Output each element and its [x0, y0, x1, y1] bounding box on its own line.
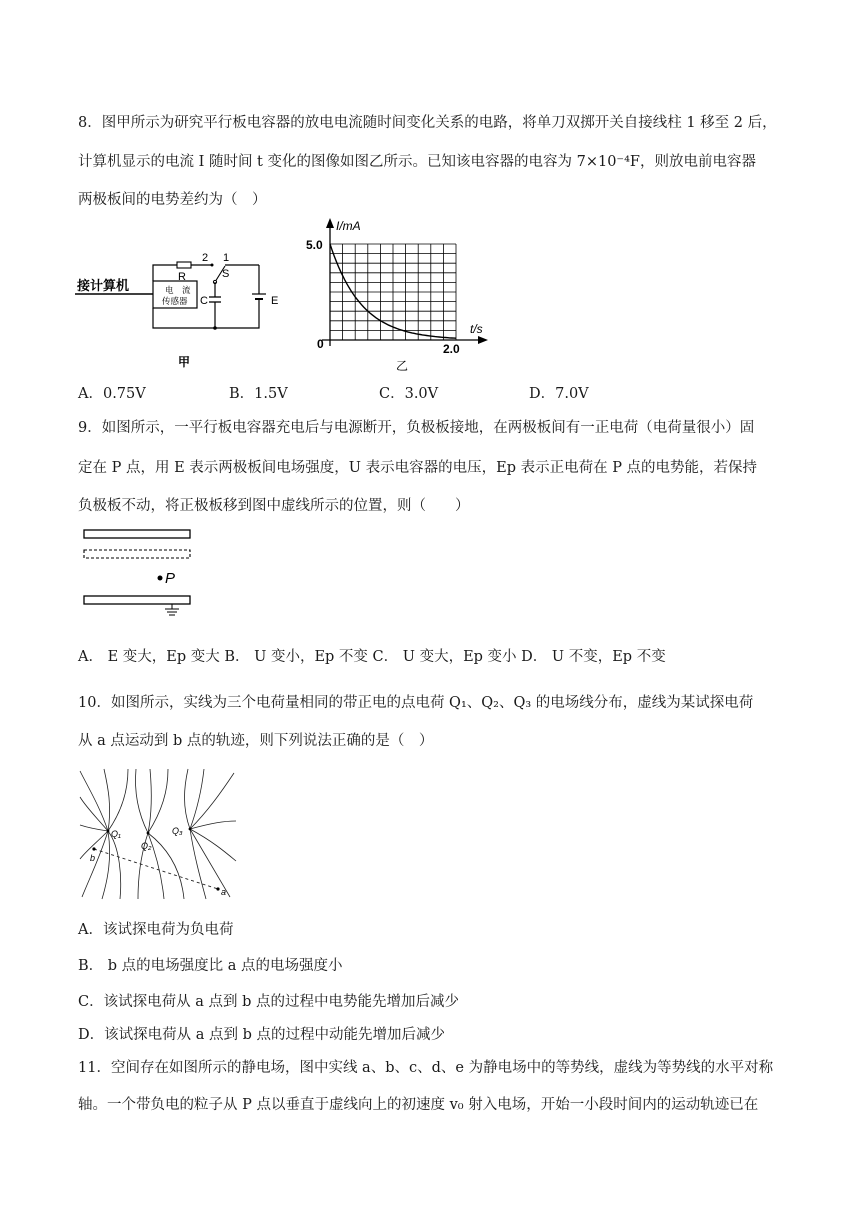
graph-caption: 乙 [396, 359, 409, 373]
moved-plate-dashed [84, 550, 190, 558]
q8-option-d[interactable]: D．7.0V [529, 386, 589, 402]
trajectory-dashed [94, 849, 218, 889]
resistor-label: R [178, 271, 186, 283]
q1-label: Q₁ [111, 829, 121, 839]
positive-plate [84, 530, 190, 538]
y-axis-label: I/mA [336, 219, 361, 233]
battery-label: E [271, 295, 279, 307]
sensor-label-1: 电 流 [165, 285, 191, 295]
capacitor-label: C [200, 295, 208, 307]
q8-option-c[interactable]: C．3.0V [379, 386, 439, 402]
q10-option-d[interactable]: D．该试探电荷从 a 点到 b 点的过程中动能先增加后减少 [78, 1027, 445, 1043]
negative-plate [84, 596, 190, 604]
q10-option-b[interactable]: B． b 点的电场强度比 a 点的电场强度小 [78, 958, 343, 974]
sensor-label-2: 传感器 [162, 296, 188, 306]
q11-text-line2: 轴。一个带负电的粒子从 P 点以垂直于虚线向上的初速度 v₀ 射入电场，开始一小段时间内的运动轨迹已在 [78, 1097, 759, 1113]
point-p-label: P [165, 570, 176, 587]
pin1-label: 1 [223, 252, 230, 264]
point-a [216, 887, 219, 890]
q9-text-line1: 9．如图所示，一平行板电容器充电后与电源断开，负极板接地，在两极板间有一正电荷（电荷量很小）固 [78, 420, 755, 436]
q9-options[interactable]: A． E 变大，Ep 变大 B． U 变小，Ep 不变 C． U 变大，Ep 变小 D． U 不变，Ep 不变 [78, 649, 666, 665]
q8-option-a[interactable]: A．0.75V [78, 386, 146, 402]
charge-q2 [147, 832, 150, 835]
circuit-caption: 甲 [178, 355, 191, 369]
q8-text-line3: 两极板间的电势差约为（ ） [78, 192, 267, 208]
point-b [92, 847, 95, 850]
switch-label: S [222, 268, 230, 280]
computer-label: 接计算机 [77, 278, 130, 293]
q8-text-line1: 8．图甲所示为研究平行板电容器的放电电流随时间变化关系的电路，将单刀双掷开关自接线柱 1 移至 2 后， [78, 115, 777, 131]
origin-label: 0 [317, 337, 324, 351]
q10-text-line2: 从 a 点运动到 b 点的轨迹，则下列说法正确的是（ ） [78, 733, 434, 749]
x-max-label: 2.0 [443, 342, 460, 356]
a-label: a [221, 887, 227, 897]
capacitor-diagram [78, 527, 198, 619]
b-label: b [90, 853, 96, 863]
resistor [177, 262, 191, 268]
q10-option-c[interactable]: C．该试探电荷从 a 点到 b 点的过程中电势能先增加后减少 [78, 994, 459, 1010]
graph-grid [330, 244, 456, 340]
current-time-graph [300, 212, 500, 377]
y-max-label: 5.0 [306, 238, 323, 252]
q8-text-line2: 计算机显示的电流 I 随时间 t 变化的图像如图乙所示。已知该电容器的电容为 7×10⁻⁴F，则放电前电容器 [78, 154, 756, 170]
x-axis-arrow [478, 336, 488, 344]
pin2-contact [211, 264, 214, 267]
q8-option-b[interactable]: B．1.5V [229, 386, 288, 402]
point-p [158, 576, 163, 581]
y-axis-arrow [326, 218, 334, 228]
charge-q3 [189, 828, 192, 831]
field-lines [80, 769, 236, 899]
field-lines-diagram [78, 767, 238, 901]
q9-text-line3: 负极板不动，将正极板移到图中虚线所示的位置，则（ ） [78, 498, 470, 514]
q3-label: Q₃ [172, 826, 183, 836]
charge-q1 [107, 830, 110, 833]
wire-top-left [153, 265, 177, 281]
q10-option-a[interactable]: A．该试探电荷为负电荷 [78, 922, 234, 938]
q10-text-line1: 10．如图所示，实线为三个电荷量相同的带正电的点电荷 Q₁、Q₂、Q₃ 的电场线分布，虚线为某试探电荷 [78, 695, 754, 711]
circuit-diagram [75, 248, 290, 373]
q9-text-line2: 定在 P 点，用 E 表示两极板间电场强度，U 表示电容器的电压，Ep 表示正电荷在 P 点的电势能，若保持 [78, 460, 758, 476]
q2-label: Q₂ [141, 841, 152, 851]
x-axis-label: t/s [470, 322, 483, 336]
q11-text-line1: 11．空间存在如图所示的静电场，图中实线 a、b、c、d、e 为静电场中的等势线，虚线为等势线的水平对称 [78, 1060, 774, 1076]
pin2-label: 2 [202, 252, 209, 264]
